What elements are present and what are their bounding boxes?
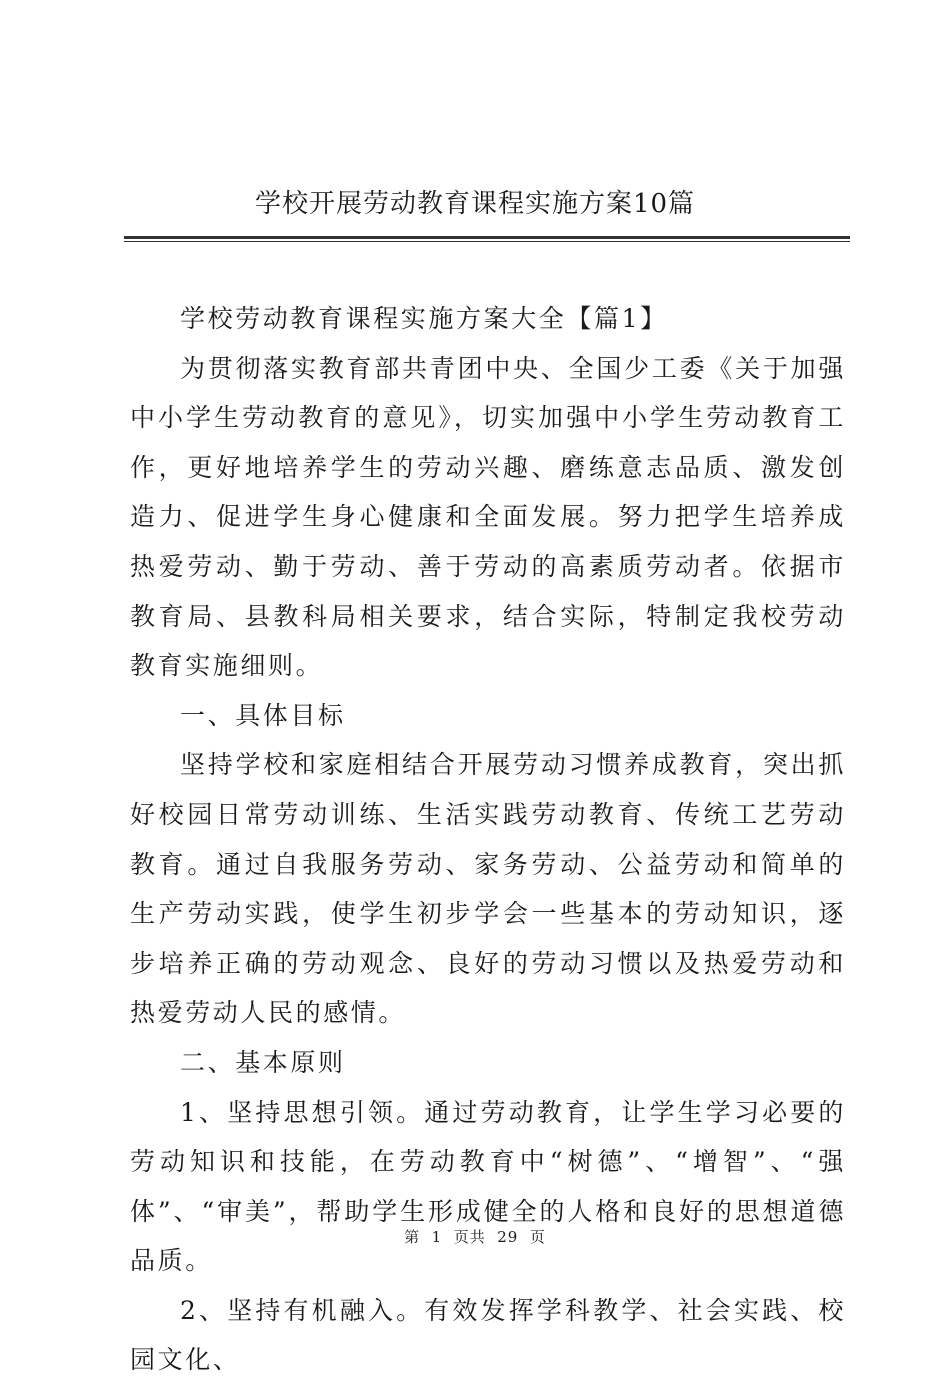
document-body — [130, 294, 846, 1385]
title-divider-thick — [124, 236, 850, 239]
subsection-heading: 二、基本原则 — [180, 1047, 346, 1077]
body-paragraph: 1、坚持思想引领。通过劳动教育，让学生学习必要的劳动知识和技能，在劳动教育中“树德”、“增智”、“强体”、“审美”，帮助学生形成健全的人格和良好的思想道德品质。 — [130, 1097, 846, 1276]
title-divider-thin — [124, 241, 850, 242]
page-number-footer: 第 1 页共 29 页 — [404, 1228, 546, 1246]
document-title: 学校开展劳动教育课程实施方案10篇 — [254, 189, 696, 219]
body-paragraph: 坚持学校和家庭相结合开展劳动习惯养成教育，突出抓好校园日常劳动训练、生活实践劳动教育、传统工艺劳动教育。通过自我服务劳动、家务劳动、公益劳动和简单的生产劳动实践，使学生初步学会一些基本的劳动知识，逐步培养正确的劳动观念、良好的劳动习惯以及热爱劳动和热爱劳动人民的感情。 — [130, 750, 846, 1028]
body-paragraph: 为贯彻落实教育部共青团中央、全国少工委《关于加强中小学生劳动教育的意见》，切实加强中小学生劳动教育工作，更好地培养学生的劳动兴趣、磨练意志品质、激发创造力、促进学生身心健康和全面发展。努力把学生培养成热爱劳动、勤于劳动、善于劳动的高素质劳动者。依据市教育局、县教科局相关要求，结合实际，特制定我校劳动教育实施细则。 — [130, 353, 846, 681]
section-heading: 学校劳动教育课程实施方案大全【篇1】 — [180, 304, 668, 333]
subsection-heading: 一、具体目标 — [180, 700, 346, 730]
body-paragraph: 2、坚持有机融入。有效发挥学科教学、社会实践、校园文化、 — [130, 1295, 846, 1375]
